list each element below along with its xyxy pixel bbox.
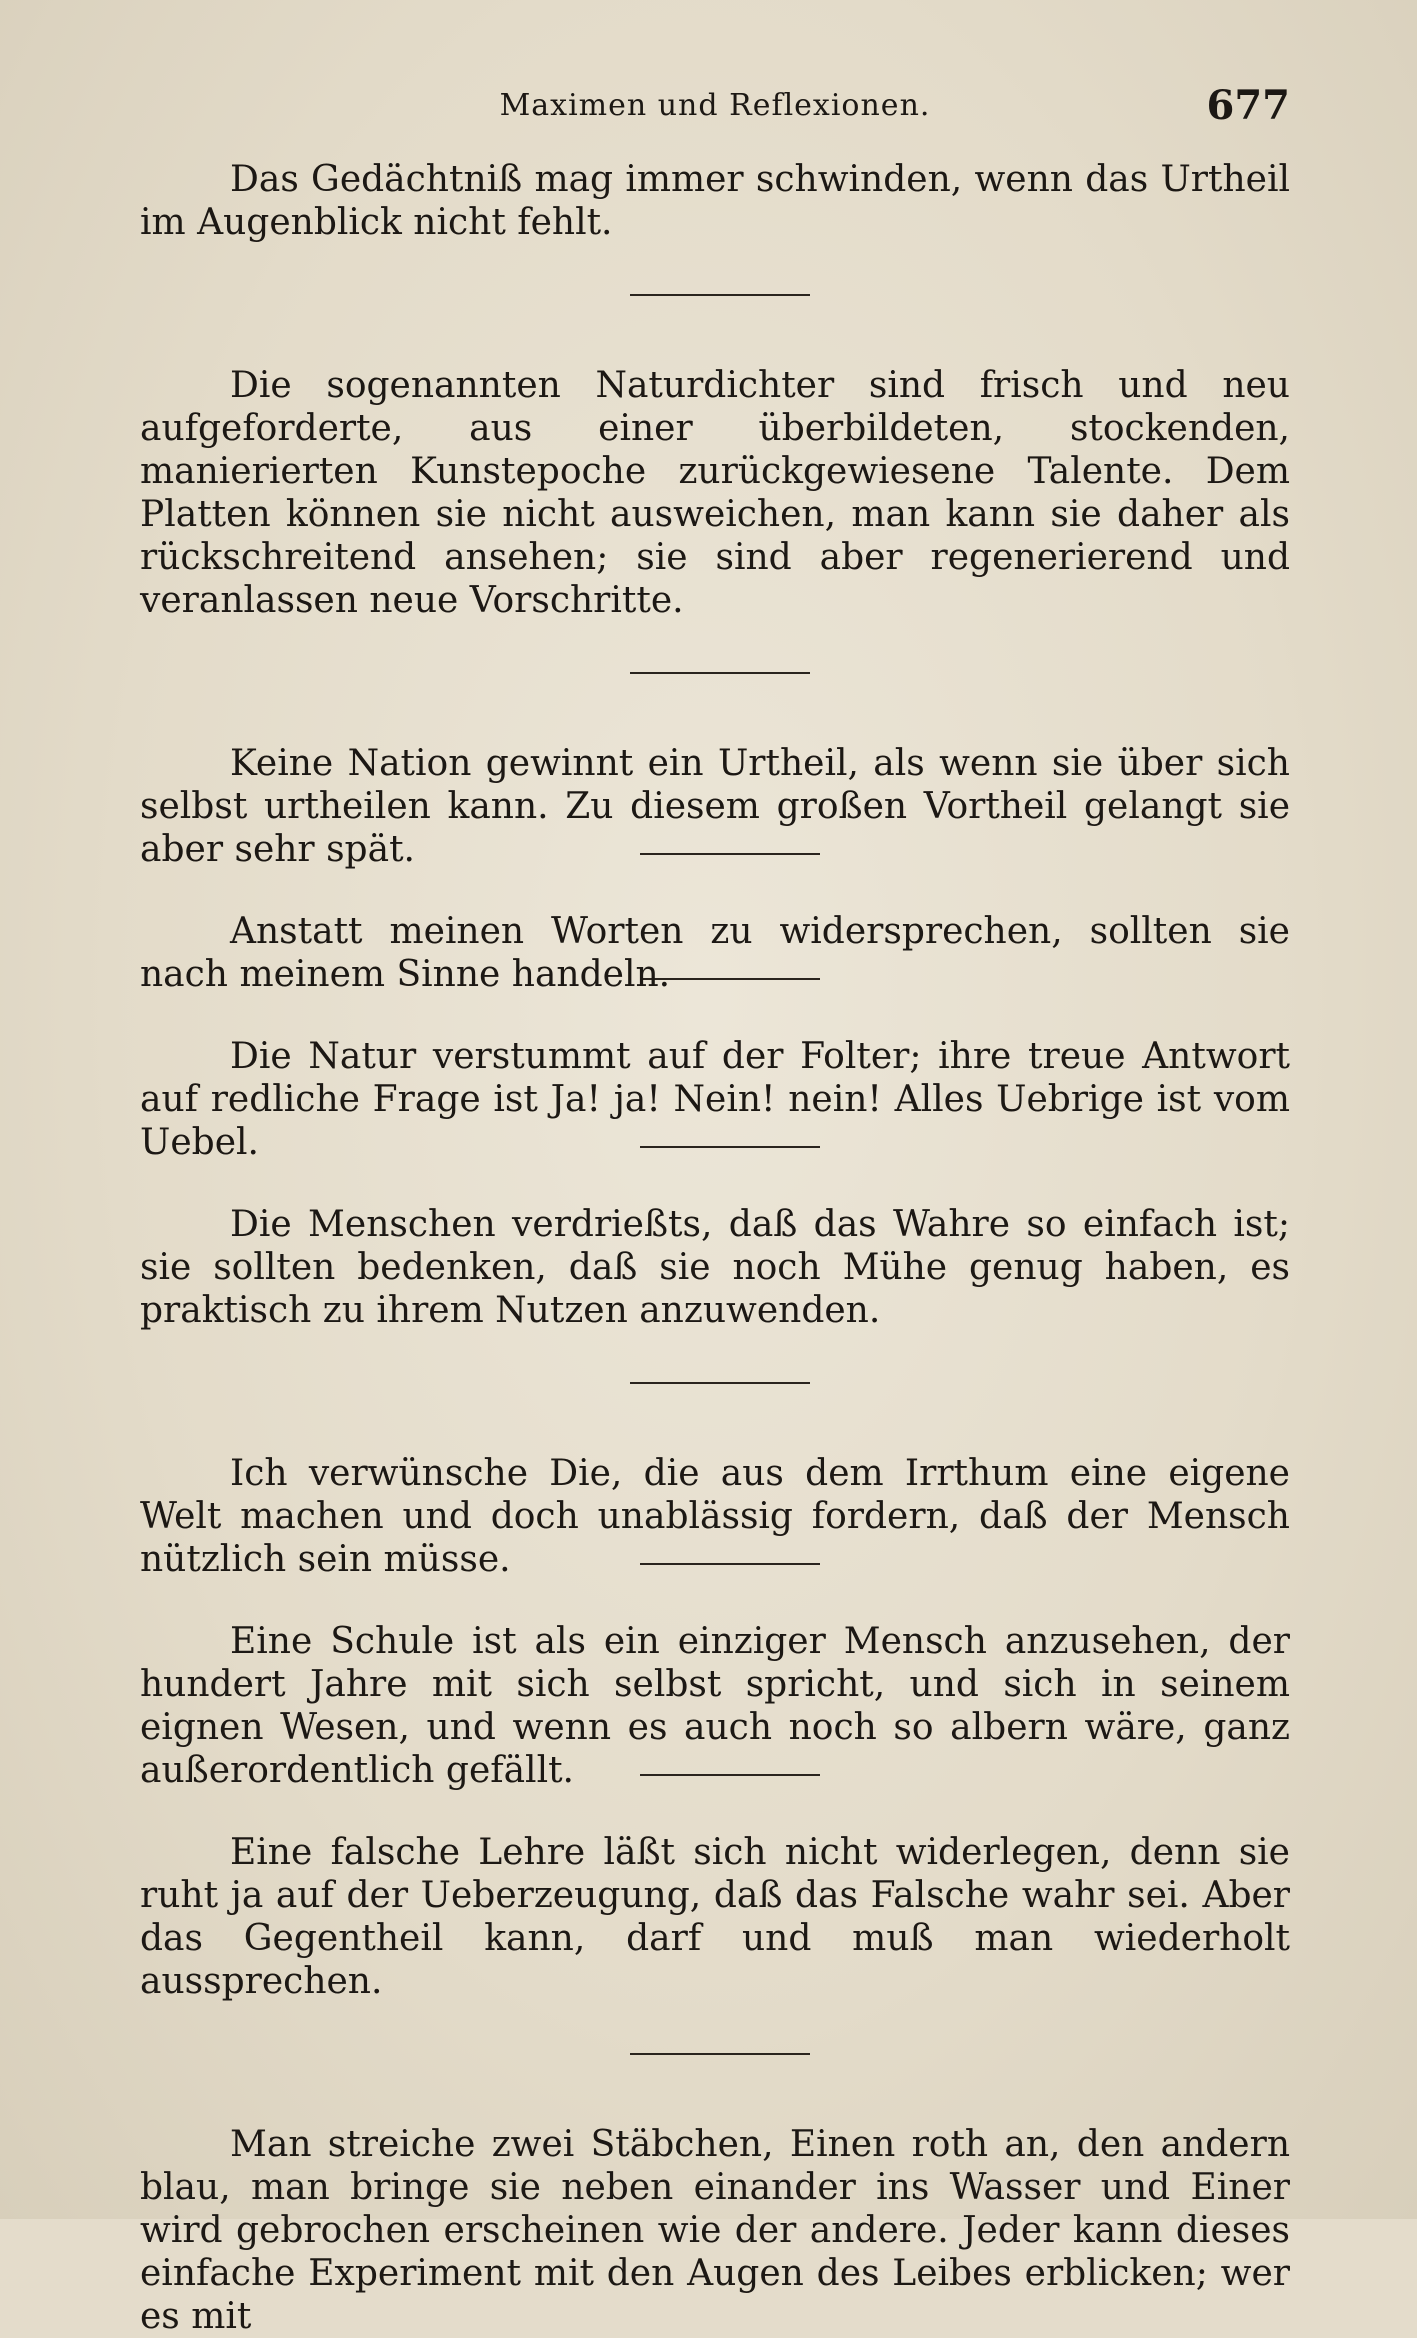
separator-rule xyxy=(640,1563,820,1565)
page-number: 677 xyxy=(1206,82,1290,129)
paragraph-3: Keine Nation gewinnt ein Urtheil, als wenn sie über sich selbst urtheilen kann. Zu diesem großen Vortheil gelangt sie aber sehr spät. xyxy=(140,743,1290,870)
paragraph-8: Eine Schule ist als ein einziger Mensch anzusehen, der hundert Jahre mit sich selbst spricht, und sich in seinem eignen Wesen, und wenn es auch noch so albern wäre, ganz außerordentlich gefällt. xyxy=(140,1621,1290,1791)
text-body xyxy=(140,158,1290,2338)
paragraph-6: Die Menschen verdrießts, daß das Wahre so einfach ist; sie sollten bedenken, daß sie noch Mühe genug haben, es praktisch zu ihrem Nutzen anzuwenden. xyxy=(140,1204,1290,1331)
separator-rule xyxy=(630,1382,810,1384)
paragraph-2: Die sogenannten Naturdichter sind frisch und neu aufgeforderte, aus einer überbildeten, stockenden, manierierten Kunstepoche zurückgewiesene Talente. Dem Platten können sie nicht ausweichen, man kann sie daher als rückschreitend ansehen; sie sind aber regenerierend und veranlassen neue Vorschritte. xyxy=(140,365,1290,621)
separator-rule xyxy=(640,1774,820,1776)
paragraph-10: Man streiche zwei Stäbchen, Einen roth an, den andern blau, man bringe sie neben einander ins Wasser und Einer wird gebrochen erscheinen wie der andere. Jeder kann dieses einfache Experiment mit den Augen des Leibes erblicken; wer es mit xyxy=(140,2124,1290,2337)
separator-rule xyxy=(630,294,810,296)
separator-rule xyxy=(640,853,820,855)
separator-rule xyxy=(640,1146,820,1148)
separator-rule xyxy=(630,2053,810,2055)
paragraph-4: Anstatt meinen Worten zu widersprechen, sollten sie nach meinem Sinne handeln. xyxy=(140,911,1290,995)
running-title: Maximen und Reflexionen. xyxy=(499,88,931,123)
paragraph-5: Die Natur verstummt auf der Folter; ihre treue Antwort auf redliche Frage ist Ja! ja! Nein! nein! Alles Uebrige ist vom Uebel. xyxy=(140,1036,1290,1163)
paragraph-9: Eine falsche Lehre läßt sich nicht widerlegen, denn sie ruht ja auf der Ueberzeugung, daß das Falsche wahr sei. Aber das Gegentheil kann, darf und muß man wiederholt aussprechen. xyxy=(140,1832,1290,2002)
paragraph-7: Ich verwünsche Die, die aus dem Irrthum eine eigene Welt machen und doch unablässig fordern, daß der Mensch nützlich sein müsse. xyxy=(140,1453,1290,1580)
page-header xyxy=(140,82,1290,138)
paragraph-1: Das Gedächtniß mag immer schwinden, wenn das Urtheil im Augenblick nicht fehlt. xyxy=(140,159,1290,243)
separator-rule xyxy=(630,672,810,674)
